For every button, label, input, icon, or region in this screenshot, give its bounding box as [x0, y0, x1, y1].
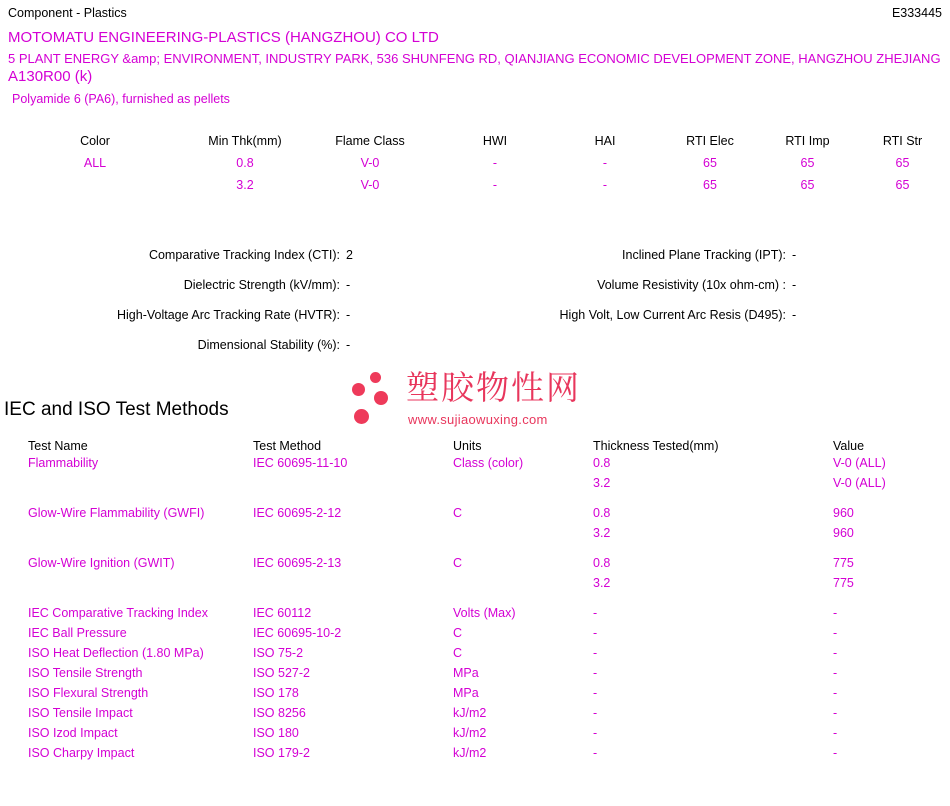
ratings-header-row	[0, 130, 950, 152]
test-value: -	[833, 646, 838, 660]
file-code: A130R00 (k)	[8, 68, 93, 85]
test-method: IEC 60695-11-10	[253, 456, 348, 470]
test-method: ISO 8256	[253, 706, 306, 720]
property-value: -	[346, 278, 351, 292]
property-label: High Volt, Low Current Arc Resis (D495):	[559, 308, 786, 322]
rating-hwi: -	[492, 156, 498, 170]
rating-hai: -	[602, 178, 608, 192]
ratings-col-hwi: HWI	[482, 134, 508, 148]
ratings-col-rtiimp: RTI Imp	[785, 134, 830, 148]
test-value: -	[833, 726, 838, 740]
table-row	[0, 526, 950, 546]
tests-col-units: Units	[453, 439, 482, 453]
property-row	[0, 308, 950, 338]
watermark-url: www.sujiaowuxing.com	[408, 412, 548, 427]
test-method	[253, 576, 453, 596]
test-name: Glow-Wire Ignition (GWIT)	[28, 556, 175, 570]
table-row	[0, 606, 950, 626]
spacer-row	[0, 546, 950, 556]
test-thickness: -	[593, 666, 598, 680]
property-label: Dimensional Stability (%):	[197, 338, 340, 352]
property-label	[481, 338, 792, 368]
table-row	[0, 726, 950, 746]
rating-minthk: 0.8	[236, 156, 254, 170]
document-page	[0, 6, 950, 806]
properties-table	[0, 248, 950, 368]
document-header	[0, 6, 950, 24]
test-units: Class (color)	[453, 456, 524, 470]
tests-col-value: Value	[833, 439, 865, 453]
property-value	[792, 338, 950, 368]
test-units: kJ/m2	[453, 746, 487, 760]
tests-col-testname: Test Name	[28, 439, 88, 453]
test-method: IEC 60695-2-13	[253, 556, 342, 570]
test-method: IEC 60695-10-2	[253, 626, 342, 640]
rating-hwi: -	[492, 178, 498, 192]
spacer-row	[0, 496, 950, 506]
test-method: ISO 75-2	[253, 646, 304, 660]
ratings-table	[0, 130, 950, 196]
test-name: ISO Tensile Impact	[28, 706, 133, 720]
tests-col-testmethod: Test Method	[253, 439, 322, 453]
rating-rtiimp: 65	[800, 156, 815, 170]
test-units: kJ/m2	[453, 706, 487, 720]
test-units: kJ/m2	[453, 726, 487, 740]
property-label: Comparative Tracking Index (CTI):	[148, 248, 340, 262]
document-type-label: Component - Plastics	[8, 6, 127, 20]
test-thickness: 3.2	[593, 476, 611, 490]
rating-color	[0, 174, 190, 196]
property-row	[0, 278, 950, 308]
rating-rtielec: 65	[703, 156, 717, 170]
ratings-col-minthk: Min Thk(mm)	[208, 134, 282, 148]
property-label: Inclined Plane Tracking (IPT):	[622, 248, 786, 262]
test-thickness: -	[593, 626, 598, 640]
property-value: -	[792, 248, 797, 262]
table-row	[0, 152, 950, 174]
table-row	[0, 666, 950, 686]
test-method: ISO 178	[253, 686, 299, 700]
rating-rtistr: 65	[895, 156, 910, 170]
test-name: IEC Comparative Tracking Index	[28, 606, 208, 620]
test-thickness: -	[593, 646, 598, 660]
table-row	[0, 456, 950, 476]
test-units	[453, 526, 593, 546]
property-label: Volume Resistivity (10x ohm-cm) :	[597, 278, 786, 292]
test-value: -	[833, 666, 838, 680]
test-name: IEC Ball Pressure	[28, 626, 127, 640]
property-value: 2	[346, 248, 353, 262]
test-methods-table	[0, 436, 950, 766]
property-row	[0, 338, 950, 368]
rating-rtiimp: 65	[800, 178, 815, 192]
rating-minthk: 3.2	[236, 178, 254, 192]
test-method: ISO 179-2	[253, 746, 310, 760]
test-method	[253, 526, 453, 546]
test-thickness: -	[593, 706, 598, 720]
property-value: -	[346, 308, 351, 322]
property-label: High-Voltage Arc Tracking Rate (HVTR):	[117, 308, 340, 322]
property-value: -	[792, 308, 797, 322]
property-row	[0, 248, 950, 278]
ratings-col-color: Color	[80, 134, 110, 148]
table-row	[0, 706, 950, 726]
test-method	[253, 476, 453, 496]
test-name: ISO Flexural Strength	[28, 686, 149, 700]
test-name	[0, 526, 253, 546]
test-method: IEC 60112	[253, 606, 312, 620]
test-value: -	[833, 706, 838, 720]
table-row	[0, 646, 950, 666]
table-row	[0, 476, 950, 496]
test-name: ISO Izod Impact	[28, 726, 118, 740]
test-method: IEC 60695-2-12	[253, 506, 342, 520]
company-name: MOTOMATU ENGINEERING-PLASTICS (HANGZHOU) CO LTD	[8, 29, 439, 46]
test-thickness: -	[593, 746, 598, 760]
test-thickness: 0.8	[593, 506, 611, 520]
test-thickness: 3.2	[593, 576, 611, 590]
test-method: ISO 527-2	[253, 666, 310, 680]
test-value: 775	[833, 576, 854, 590]
table-row	[0, 576, 950, 596]
rating-rtielec: 65	[703, 178, 717, 192]
test-name: ISO Heat Deflection (1.80 MPa)	[28, 646, 204, 660]
table-row	[0, 626, 950, 646]
rating-hai: -	[602, 156, 608, 170]
watermark-chinese-text: 塑胶物性网	[406, 368, 581, 407]
test-units	[453, 476, 593, 496]
material-description: Polyamide 6 (PA6), furnished as pellets	[12, 92, 230, 106]
test-units: Volts (Max)	[453, 606, 516, 620]
test-value: 960	[833, 526, 854, 540]
test-units: MPa	[453, 666, 479, 680]
property-value: -	[346, 338, 351, 352]
property-label: Dielectric Strength (kV/mm):	[183, 278, 340, 292]
test-thickness: 0.8	[593, 456, 611, 470]
test-thickness: 0.8	[593, 556, 611, 570]
test-value: 960	[833, 506, 854, 520]
table-row	[0, 686, 950, 706]
test-method: ISO 180	[253, 726, 299, 740]
table-row	[0, 174, 950, 196]
test-value: -	[833, 746, 838, 760]
test-name	[0, 476, 253, 496]
test-name	[0, 576, 253, 596]
table-row	[0, 506, 950, 526]
test-name: Flammability	[28, 456, 99, 470]
rating-rtistr: 65	[895, 178, 910, 192]
tests-header-row	[0, 436, 950, 456]
test-thickness: -	[593, 606, 598, 620]
company-address: 5 PLANT ENERGY &amp; ENVIRONMENT, INDUSTRY PARK, 536 SHUNFENG RD, QIANJIANG ECONOMIC DEVELOPMENT ZONE, HANGZHOU ZHEJIANG	[8, 51, 941, 66]
test-thickness: 3.2	[593, 526, 611, 540]
test-value: -	[833, 686, 838, 700]
test-units: C	[453, 506, 463, 520]
file-number: E333445	[891, 6, 942, 20]
ratings-col-hai: HAI	[594, 134, 616, 148]
test-name: ISO Charpy Impact	[28, 746, 135, 760]
test-value: V-0 (ALL)	[833, 476, 886, 490]
spacer-row	[0, 596, 950, 606]
property-value: -	[792, 278, 797, 292]
test-thickness: -	[593, 686, 598, 700]
table-row	[0, 746, 950, 766]
ratings-col-rtielec: RTI Elec	[686, 134, 734, 148]
test-units: C	[453, 556, 463, 570]
ratings-col-flameclass: Flame Class	[335, 134, 405, 148]
tests-col-thickness: Thickness Tested(mm)	[593, 439, 719, 453]
rating-flameclass: V-0	[360, 156, 380, 170]
test-name: Glow-Wire Flammability (GWFI)	[28, 506, 205, 520]
table-row	[0, 556, 950, 576]
test-units: C	[453, 646, 463, 660]
test-units: MPa	[453, 686, 479, 700]
ratings-col-rtistr: RTI Str	[882, 134, 923, 148]
test-value: V-0 (ALL)	[833, 456, 886, 470]
test-name: ISO Tensile Strength	[28, 666, 143, 680]
page-title: IEC and ISO Test Methods	[4, 399, 229, 420]
rating-color: ALL	[83, 156, 107, 170]
test-value: 775	[833, 556, 854, 570]
test-thickness: -	[593, 726, 598, 740]
test-units	[453, 576, 593, 596]
rating-flameclass: V-0	[360, 178, 380, 192]
test-value: -	[833, 626, 838, 640]
test-units: C	[453, 626, 463, 640]
test-value: -	[833, 606, 838, 620]
